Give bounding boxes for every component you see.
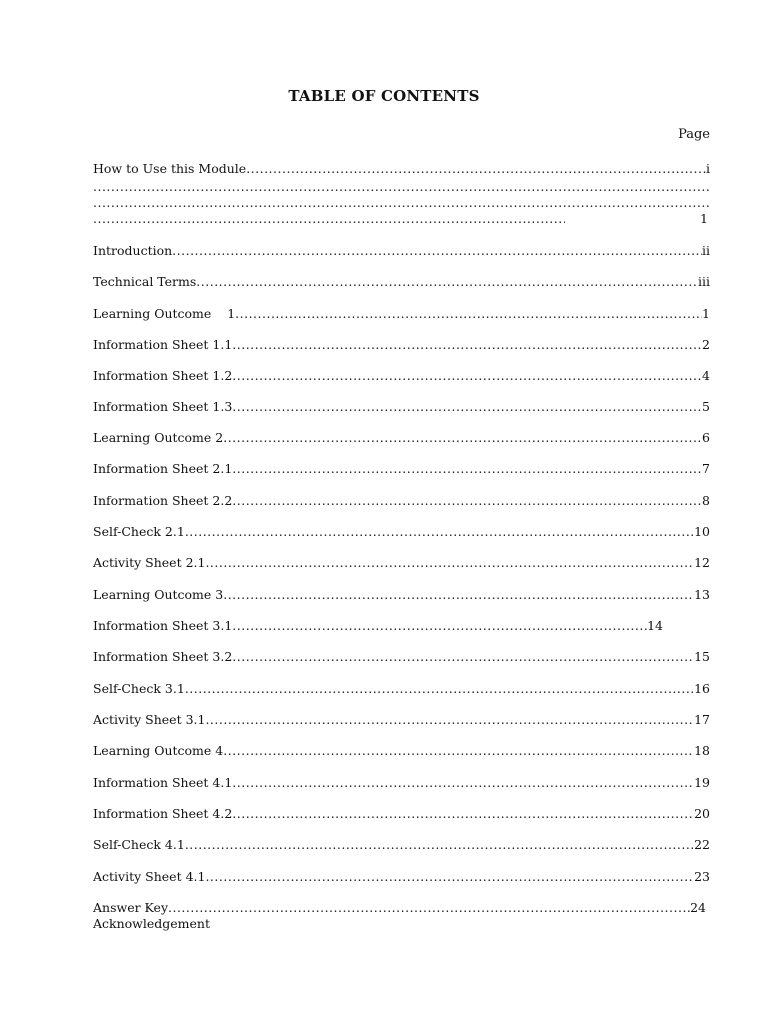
- dot-leader: [232, 367, 702, 385]
- toc-entry-page: 8: [702, 493, 710, 508]
- dot-leader: [232, 648, 694, 666]
- toc-entry-page: 1: [702, 306, 710, 321]
- toc-entry[interactable]: [93, 711, 710, 729]
- toc-entry[interactable]: [93, 868, 710, 886]
- toc-entry[interactable]: [93, 617, 663, 635]
- dot-leader: [205, 868, 694, 886]
- dot-leader: [223, 429, 702, 447]
- toc-entry-label: Information Sheet 3.2: [93, 649, 233, 664]
- dot-leader: [223, 586, 694, 604]
- dot-leader: [232, 336, 702, 354]
- toc-entry-page: 1: [700, 211, 708, 226]
- dot-leader: [232, 805, 694, 823]
- toc-entry[interactable]: [93, 460, 710, 478]
- toc-entry[interactable]: [93, 554, 710, 572]
- toc-entry-label: Technical Terms: [93, 274, 197, 289]
- page-column-header: Page: [678, 127, 710, 142]
- dot-leader: [93, 211, 565, 227]
- toc-entry-label: Self-Check 3.1: [93, 681, 185, 696]
- dot-leader: [205, 711, 694, 729]
- toc-entry-label: Answer Key: [93, 900, 168, 915]
- toc-entry-label: Activity Sheet 2.1: [93, 555, 206, 570]
- dot-leader: [246, 160, 706, 178]
- dot-leader: [232, 492, 702, 510]
- dot-leader: [232, 460, 702, 478]
- toc-entry-page: 13: [694, 587, 710, 602]
- toc-entry-page: 16: [694, 681, 710, 696]
- dot-leader: [223, 742, 694, 760]
- toc-entry-page: 20: [694, 806, 710, 821]
- toc-entry[interactable]: [93, 523, 710, 541]
- toc-entry-label: How to Use this Module: [93, 161, 247, 176]
- toc-entry-page: 22: [694, 837, 710, 852]
- toc-entry[interactable]: [93, 398, 710, 416]
- toc-entry-label: Learning Outcome 2: [93, 430, 224, 445]
- dot-leader: [168, 899, 690, 917]
- toc-entry-page: 4: [702, 368, 710, 383]
- toc-entry-page: 23: [694, 869, 710, 884]
- dot-leader: [185, 523, 694, 541]
- toc-entry[interactable]: [93, 305, 710, 323]
- toc-entry-page: 6: [702, 430, 710, 445]
- toc-entry-page: 18: [694, 743, 710, 758]
- toc-entry-label: Activity Sheet 3.1: [93, 712, 206, 727]
- toc-entry-page: 17: [694, 712, 710, 727]
- toc-entry[interactable]: [93, 774, 710, 792]
- toc-entry[interactable]: [93, 429, 710, 447]
- toc-entry-label: Information Sheet 2.1: [93, 461, 233, 476]
- toc-entry[interactable]: [93, 160, 710, 178]
- toc-entry[interactable]: [93, 367, 710, 385]
- toc-entry-page: 15: [694, 649, 710, 664]
- dot-leader: [196, 273, 698, 291]
- toc-entry-label: Information Sheet 1.3: [93, 399, 233, 414]
- dot-leader: [205, 554, 694, 572]
- toc-entry-label: Acknowledgement: [93, 916, 210, 931]
- toc-entry-label: Information Sheet 1.2: [93, 368, 233, 383]
- toc-entry-page: i: [706, 161, 710, 176]
- toc-entry[interactable]: [93, 899, 706, 917]
- toc-entry-label: Information Sheet 1.1: [93, 337, 233, 352]
- toc-entry-page: 10: [694, 524, 710, 539]
- dot-leader: [93, 195, 710, 211]
- toc-entry[interactable]: [93, 242, 710, 260]
- toc-entry-page: 12: [694, 555, 710, 570]
- dot-leader: [235, 305, 702, 323]
- dot-leader: [232, 774, 694, 792]
- toc-entry[interactable]: [93, 680, 710, 698]
- dot-leader: [232, 398, 702, 416]
- dot-leader: [172, 242, 702, 260]
- toc-entry-label: Learning Outcome 4: [93, 743, 224, 758]
- dot-leader: [232, 617, 647, 635]
- toc-entry-label: Introduction: [93, 243, 173, 258]
- toc-entry-label: Information Sheet 4.1: [93, 775, 233, 790]
- toc-entry-label: Information Sheet 4.2: [93, 806, 233, 821]
- toc-entry-label: Self-Check 4.1: [93, 837, 185, 852]
- toc-entry-page: 24: [690, 900, 706, 915]
- toc-entry-label: Information Sheet 3.1: [93, 618, 233, 633]
- toc-entry-label: Self-Check 2.1: [93, 524, 185, 539]
- toc-entry-page: iii: [698, 274, 710, 289]
- toc-entry-page: 14: [647, 618, 663, 633]
- toc-entry-label: Learning Outcome 3: [93, 587, 224, 602]
- toc-entry[interactable]: [93, 492, 710, 510]
- toc-entry-label: Information Sheet 2.2: [93, 493, 233, 508]
- toc-entry-page: ii: [702, 243, 710, 258]
- toc-entry[interactable]: [93, 836, 710, 854]
- toc-entry-page: 7: [702, 461, 710, 476]
- dot-leader: [93, 179, 710, 195]
- toc-entry-page: 19: [694, 775, 710, 790]
- toc-entry[interactable]: [93, 586, 710, 604]
- dot-leader: [185, 836, 694, 854]
- toc-entry[interactable]: [93, 805, 710, 823]
- page-title: TABLE OF CONTENTS: [288, 87, 480, 105]
- toc-entry-page: 2: [702, 337, 710, 352]
- toc-entry-label: Learning Outcome 1: [93, 306, 236, 321]
- toc-entry-page: 5: [702, 399, 710, 414]
- toc-entry[interactable]: [93, 273, 710, 291]
- toc-entry[interactable]: [93, 648, 710, 666]
- toc-entry[interactable]: [93, 742, 710, 760]
- toc-entry[interactable]: [93, 336, 710, 354]
- dot-leader: [185, 680, 694, 698]
- toc-entry-label: Activity Sheet 4.1: [93, 869, 206, 884]
